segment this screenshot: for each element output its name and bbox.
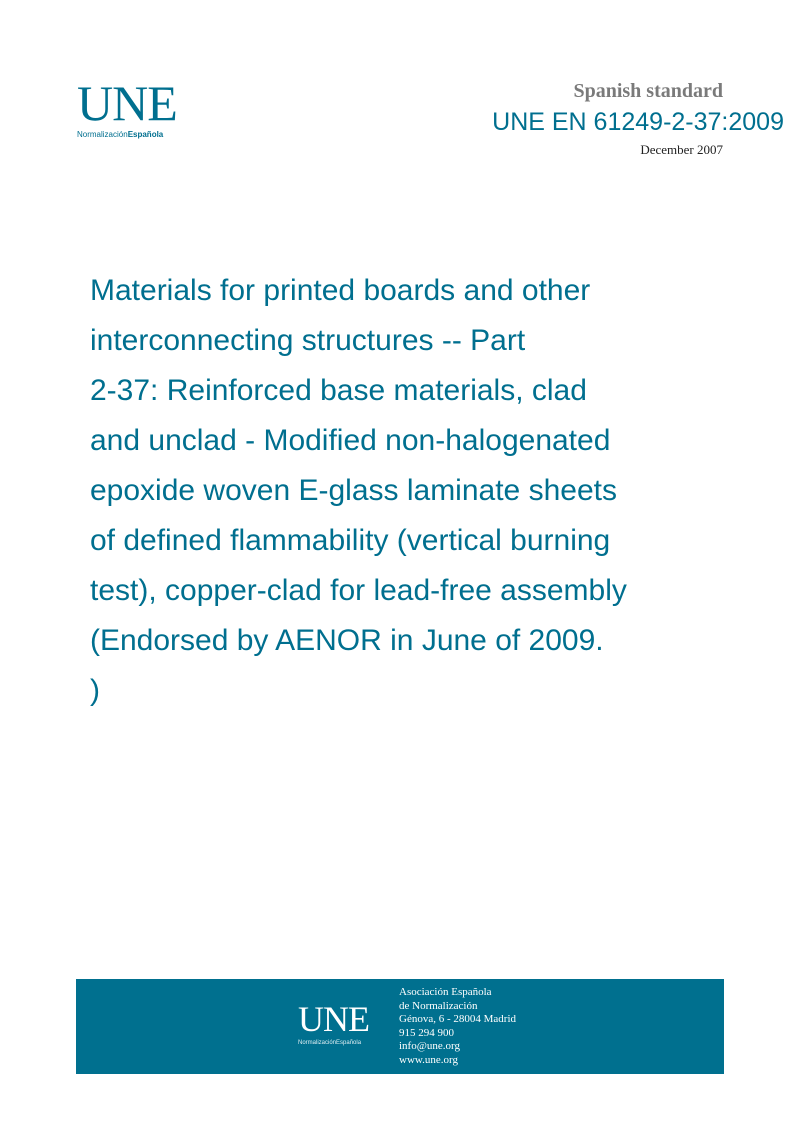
- document-code: UNE EN 61249-2-37:2009: [492, 108, 784, 136]
- title-line: epoxide woven E-glass laminate sheets: [90, 474, 617, 507]
- title-line: ): [90, 674, 100, 707]
- address-org-line-1: Asociación Española: [399, 986, 492, 998]
- document-date: December 2007: [640, 142, 723, 157]
- address-org-line-2: de Normalización: [399, 999, 478, 1012]
- document-header: [492, 78, 784, 159]
- title-line: interconnecting structures -- Part: [90, 324, 526, 357]
- document-type: Spanish standard: [573, 80, 723, 102]
- title-line: of defined flammability (vertical burning: [90, 524, 611, 557]
- footer-address: [399, 986, 516, 1068]
- address-website-link[interactable]: www.une.org: [399, 1053, 458, 1066]
- footer-logo-subtitle: NormalizaciónEspañola: [298, 1040, 362, 1046]
- une-logo-mark: UNE: [77, 75, 177, 131]
- title-line: test), copper-clad for lead-free assembly: [90, 574, 627, 607]
- address-phone: 915 294 900: [399, 1026, 454, 1039]
- title-line: 2-37: Reinforced base materials, clad: [90, 374, 587, 407]
- footer-logo-mark: UNE: [298, 999, 369, 1039]
- une-logo-subtitle-plain: Normalización: [77, 130, 128, 139]
- title-line: (Endorsed by AENOR in June of 2009.: [90, 624, 604, 657]
- footer-une-logo: [298, 1001, 369, 1047]
- footer-banner: [76, 979, 724, 1074]
- title-line: and unclad - Modified non-halogenated: [90, 424, 611, 457]
- address-street: Génova, 6 - 28004 Madrid: [399, 1013, 517, 1026]
- une-logo-subtitle-strong: Española: [127, 130, 164, 139]
- document-title: [90, 266, 690, 716]
- une-logo: [77, 75, 207, 148]
- title-line: Materials for printed boards and other: [90, 274, 591, 307]
- address-email-link[interactable]: info@une.org: [399, 1040, 460, 1053]
- une-logo-subtitle: [77, 130, 207, 140]
